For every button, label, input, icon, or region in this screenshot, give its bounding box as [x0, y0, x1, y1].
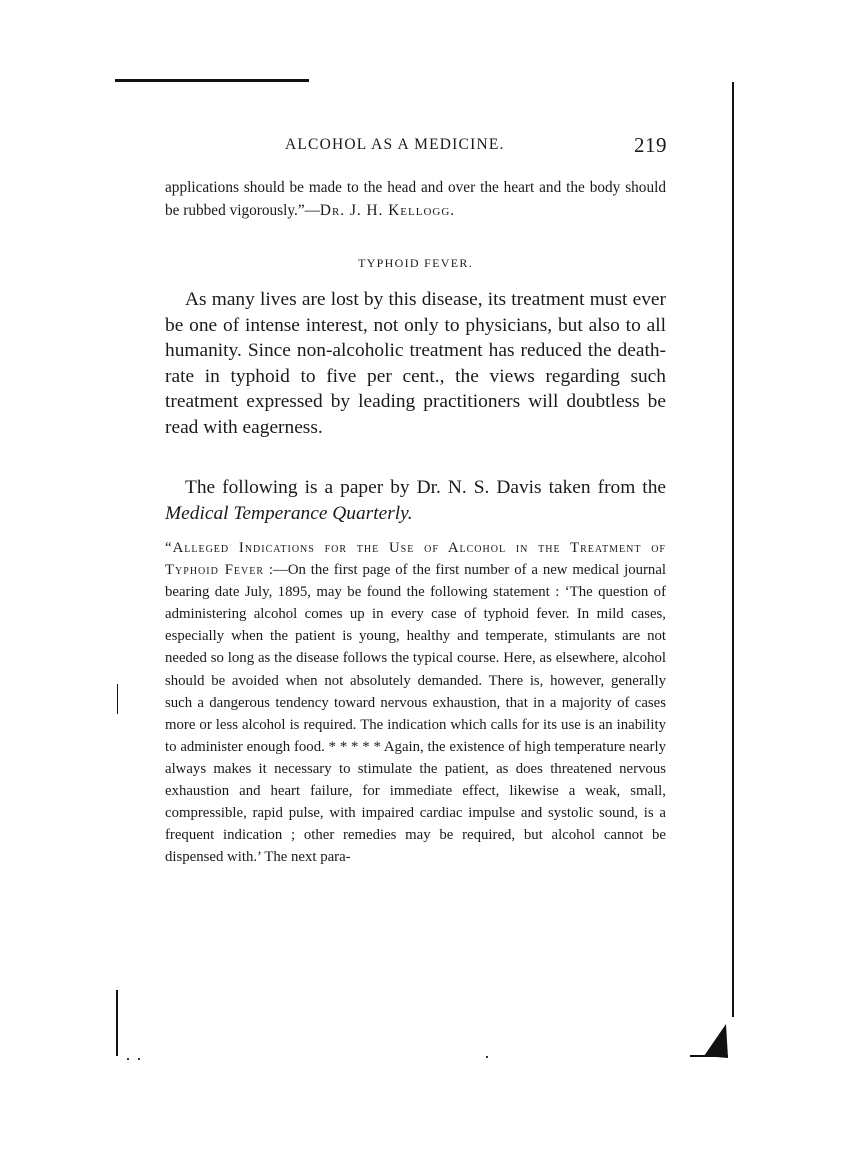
intro-text: applications should be made to the head and over the heart and the body should be rubbed vigorously.”—: [165, 179, 666, 219]
paragraph-2-text: The following is a paper by Dr. N. S. Davis taken from the: [185, 477, 666, 498]
quote-text: :—On the first page of the first number of a new medical journal bearing date July, 1895, may be found the following statement : ‘The question of administering alcohol comes up in every case of typhoid fever. In mild cases, especially when the patient is young, healthy and temperate, stimulants are not needed so long as the disease follows the typical course. Here, as elsewhere, alcohol should be avoided when not absolutely demanded. There is, however, generally such a dangerous tendency toward nervous exhaustion, that in a majority of cases more or less alcohol is required. The indication which calls for its use is an inability to administer enough food. * * * * * Again, the existence of high temperature nearly always makes it necessary to stimulate the patient, as does threatened nervous exhaustion and heart failure, for immediate effect, likewise a weak, small, compressible, rapid pulse, with impaired cardiac impulse and systolic sound, is a frequent indication ; other remedies may be required, but alcohol cannot be dispensed with.’ The next para-: [165, 562, 666, 866]
section-heading: TYPHOID FEVER.: [358, 256, 473, 270]
running-head: ALCOHOL AS A MEDICINE.: [285, 136, 505, 153]
scan-dot: [486, 1056, 488, 1058]
quote-title: “Alleged Indications for the Use of Alcohol in the Treatment of Typhoid Fever: [165, 540, 666, 579]
top-rule-line: [115, 79, 309, 82]
corner-mark: [690, 1022, 736, 1060]
attribution: Dr. J. H. Kellogg.: [319, 201, 456, 219]
paragraph-1: As many lives are lost by this disease, its treatment must ever be one of intense interest, not only to physicians, but also to all humanity. Since non-alcoholic treatment has reduced the death-rate in typhoid to five per cent., the views regarding such treatment expressed by leading practitioners will doubtless be read with eagerness.: [165, 289, 666, 438]
quoted-paper: [165, 537, 666, 868]
scan-tick-mark: [116, 990, 118, 1056]
intro-paragraph: [165, 177, 666, 222]
page-number: 219: [634, 133, 667, 157]
journal-title: Medical Temperance Quarterly.: [165, 502, 413, 524]
scan-tick-mark: [117, 684, 118, 714]
page-header: [285, 133, 667, 160]
page-edge-line: [732, 82, 734, 1017]
scan-dot: [138, 1058, 140, 1060]
scan-dot: [127, 1058, 129, 1060]
paragraph-2: [165, 475, 666, 526]
